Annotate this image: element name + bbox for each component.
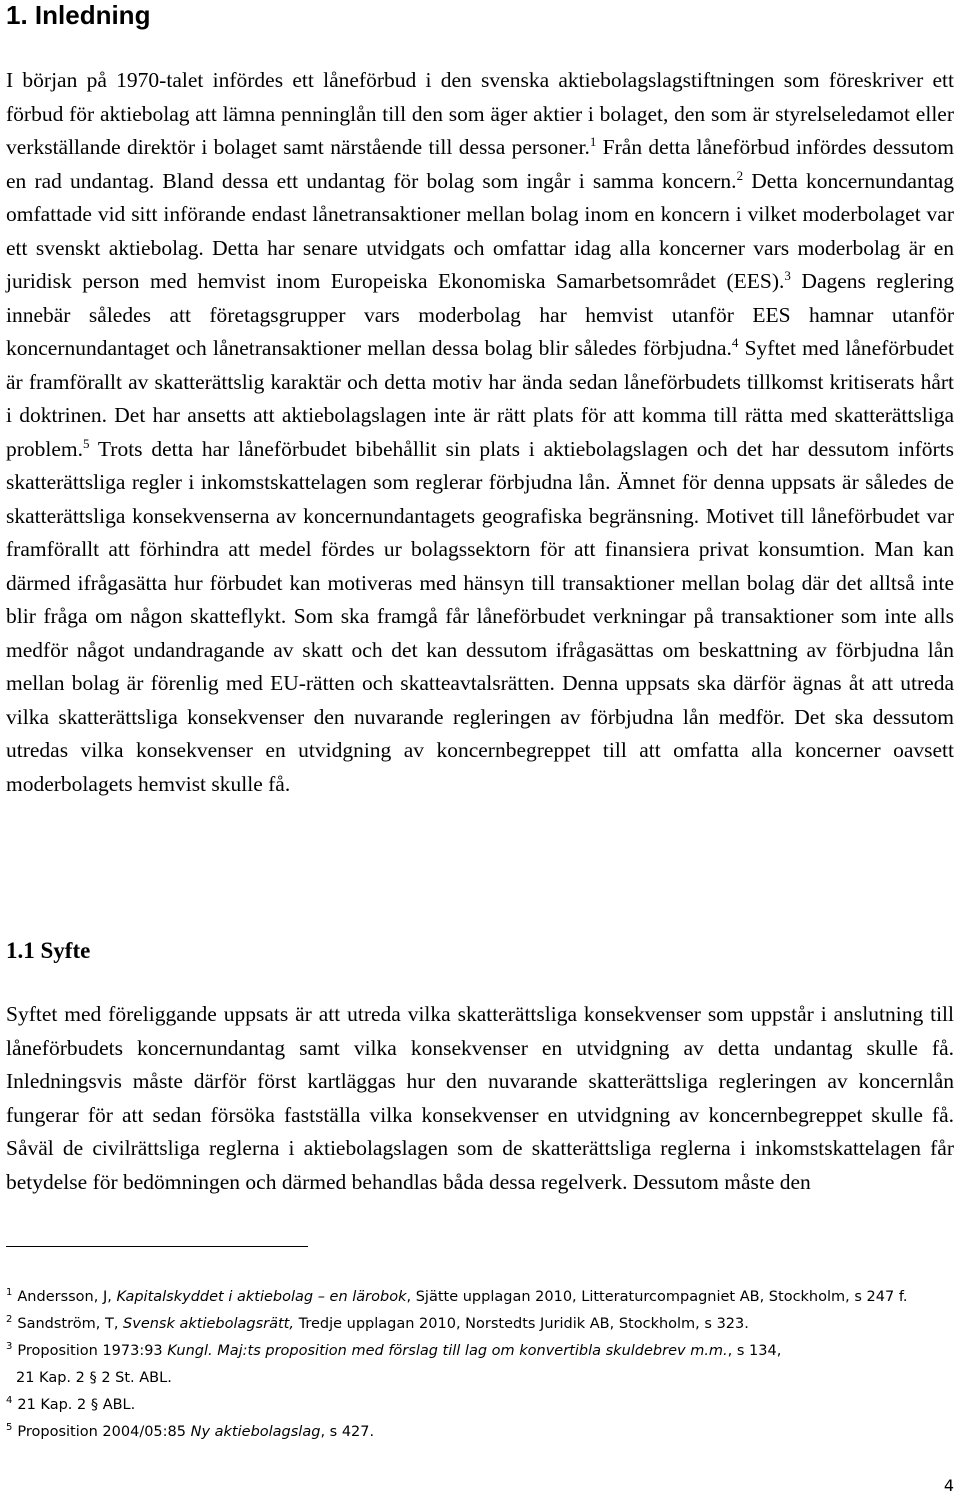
footnote-title: Svensk aktiebolagsrätt, bbox=[123, 1316, 294, 1332]
footnote-ref-5[interactable]: 5 bbox=[83, 435, 90, 451]
text-segment: I början på 1970-talet infördes ett låneförbud i den svenska aktiebolagslagstiftningen som föreskriver ett förbud för aktiebolag att lämna penninglån till den som äger aktier i bolaget, den som är styrelseledamot eller verkställande direktör i bolaget samt närstående till dessa personer. bbox=[6, 68, 954, 159]
footnote-ref-2[interactable]: 2 bbox=[736, 167, 744, 183]
text-segment: Syftet med låneförbudet är framförallt av skatterättslig karaktär och detta motiv har ända sedan låneförbudets tillkomst kritiserats hårt i doktrinen. Det har ansetts att aktiebolagslagen inte är rätt plats för att komma till rätta med skatterättsliga problem. bbox=[6, 336, 954, 461]
footnote-text: , s 427. bbox=[320, 1424, 375, 1440]
footnote-title: Ny aktiebolagslag bbox=[190, 1424, 321, 1440]
footnote-divider bbox=[6, 1246, 308, 1247]
footnote-3 bbox=[6, 1338, 954, 1392]
footnote-2 bbox=[6, 1311, 954, 1338]
text-segment: Trots detta har låneförbudet bibehållit sin plats i aktiebolagslagen och det har dessutom införts skatterättsliga regler i inkomstskattelagen som reglerar förbjudna lån. Ämnet för denna uppsats är således de skatterättsliga konsekvenserna av koncernundantagets geografiska begränsning. Motivet till låneförbudet var framförallt att förhindra att medel fördes ur bolagssektorn för att finansiera privat konsumtion. Man kan därmed ifrågasätta hur förbudet kan motiveras med hänsyn till transaktioner mellan bolag där det alltså inte blir fråga om någon skatteflykt. Som ska framgå får låneförbudet verkningar på transaktioner som inte alls medför något undandragande av skatt och det kan dessutom ifrågasättas om beskattning av förbjudna lån mellan bolag är förenlig med EU-rätten och skatteavtalsrätten. Denna uppsats ska därför ägnas åt att utreda vilka skatterättsliga konsekvenser den nuvarande regleringen av förbjudna lån medför. Det ska dessutom utredas vilka konsekvenser en utvidgning av koncernbegreppet till att omfatta alla koncerner oavsett moderbolagets hemvist skulle få. bbox=[6, 436, 954, 796]
purpose-paragraph: Syftet med föreliggande uppsats är att utreda vilka skatterättsliga konsekvenser som uppstår i anslutning till låneförbudets koncernundantag samt vilka konsekvenser en utvidgning av detta undantag skulle få. Inledningsvis måste därför först kartläggas hur den nuvarande skatterättsliga regleringen av koncernlån fungerar för att sedan försöka fastställa vilka konsekvenser en utvidgning av koncernbegreppet skulle få. Såväl de civilrättsliga reglerna i aktiebolagslagen som de skatterättsliga reglerna i inkomstskattelagen får betydelse för bedömningen och därmed behandlas båda dessa regelverk. Dessutom måste den bbox=[6, 1002, 954, 1194]
footnote-ref-3[interactable]: 3 bbox=[784, 267, 791, 283]
page-number: 4 bbox=[943, 1476, 954, 1495]
footnote-ref-1[interactable]: 1 bbox=[589, 133, 597, 149]
footnote-4 bbox=[6, 1392, 954, 1419]
footnotes bbox=[6, 1284, 954, 1446]
footnote-text: , s 134, bbox=[727, 1343, 782, 1359]
footnote-number: 1 bbox=[6, 1287, 13, 1299]
footnote-text: 21 Kap. 2 § ABL. bbox=[17, 1397, 136, 1413]
text-segment: Dagens reglering innebär således att företagsgrupper vars moderbolag har hemvist utanför EES hamnar utanför koncernundantaget och lånetransaktioner mellan dessa bolag blir således förbjudna. bbox=[6, 269, 954, 360]
chapter-heading: 1. Inledning bbox=[6, 0, 151, 30]
text-segment: Från detta låneförbud infördes dessutom en rad undantag. Bland dessa ett undantag för bolag som ingår i samma koncern. bbox=[6, 135, 955, 193]
footnote-title: Kapitalskyddet i aktiebolag – en lärobok bbox=[116, 1289, 407, 1305]
text-segment: Detta koncernundantag omfattade vid sitt införande endast lånetransaktioner mellan bolag inom en koncern i vilket moderbolaget var ett svenskt aktiebolag. Detta har senare utvidgats och omfattar idag alla koncerner vars moderbolag är en juridisk person med hemvist inom Europeiska Ekonomiska Samarbetsområdet (EES). bbox=[6, 168, 954, 293]
footnote-1 bbox=[6, 1284, 954, 1311]
footnote-text: Proposition 1973:93 bbox=[17, 1343, 168, 1359]
section-heading: 1.1 Syfte bbox=[6, 938, 91, 963]
footnote-number: 2 bbox=[6, 1314, 13, 1326]
footnote-continuation: 21 Kap. 2 § 2 St. ABL. bbox=[16, 1370, 172, 1386]
footnote-text: Proposition 2004/05:85 bbox=[17, 1424, 191, 1440]
footnote-5 bbox=[6, 1419, 954, 1446]
footnote-text: Sandström, T, bbox=[17, 1316, 124, 1332]
footnote-ref-4[interactable]: 4 bbox=[731, 334, 739, 350]
footnote-text: Andersson, J, bbox=[17, 1289, 117, 1305]
intro-paragraph bbox=[6, 64, 954, 801]
footnote-text: , Sjätte upplagan 2010, Litteraturcompagniet AB, Stockholm, s 247 f. bbox=[406, 1289, 908, 1305]
footnote-title: Kungl. Maj:ts proposition med förslag till lag om konvertibla skuldebrev m.m. bbox=[167, 1343, 728, 1359]
footnote-number: 3 bbox=[6, 1341, 13, 1353]
footnote-text: Tredje upplagan 2010, Norstedts Juridik AB, Stockholm, s 323. bbox=[293, 1316, 749, 1332]
footnote-number: 4 bbox=[6, 1395, 13, 1407]
footnote-number: 5 bbox=[6, 1422, 13, 1434]
